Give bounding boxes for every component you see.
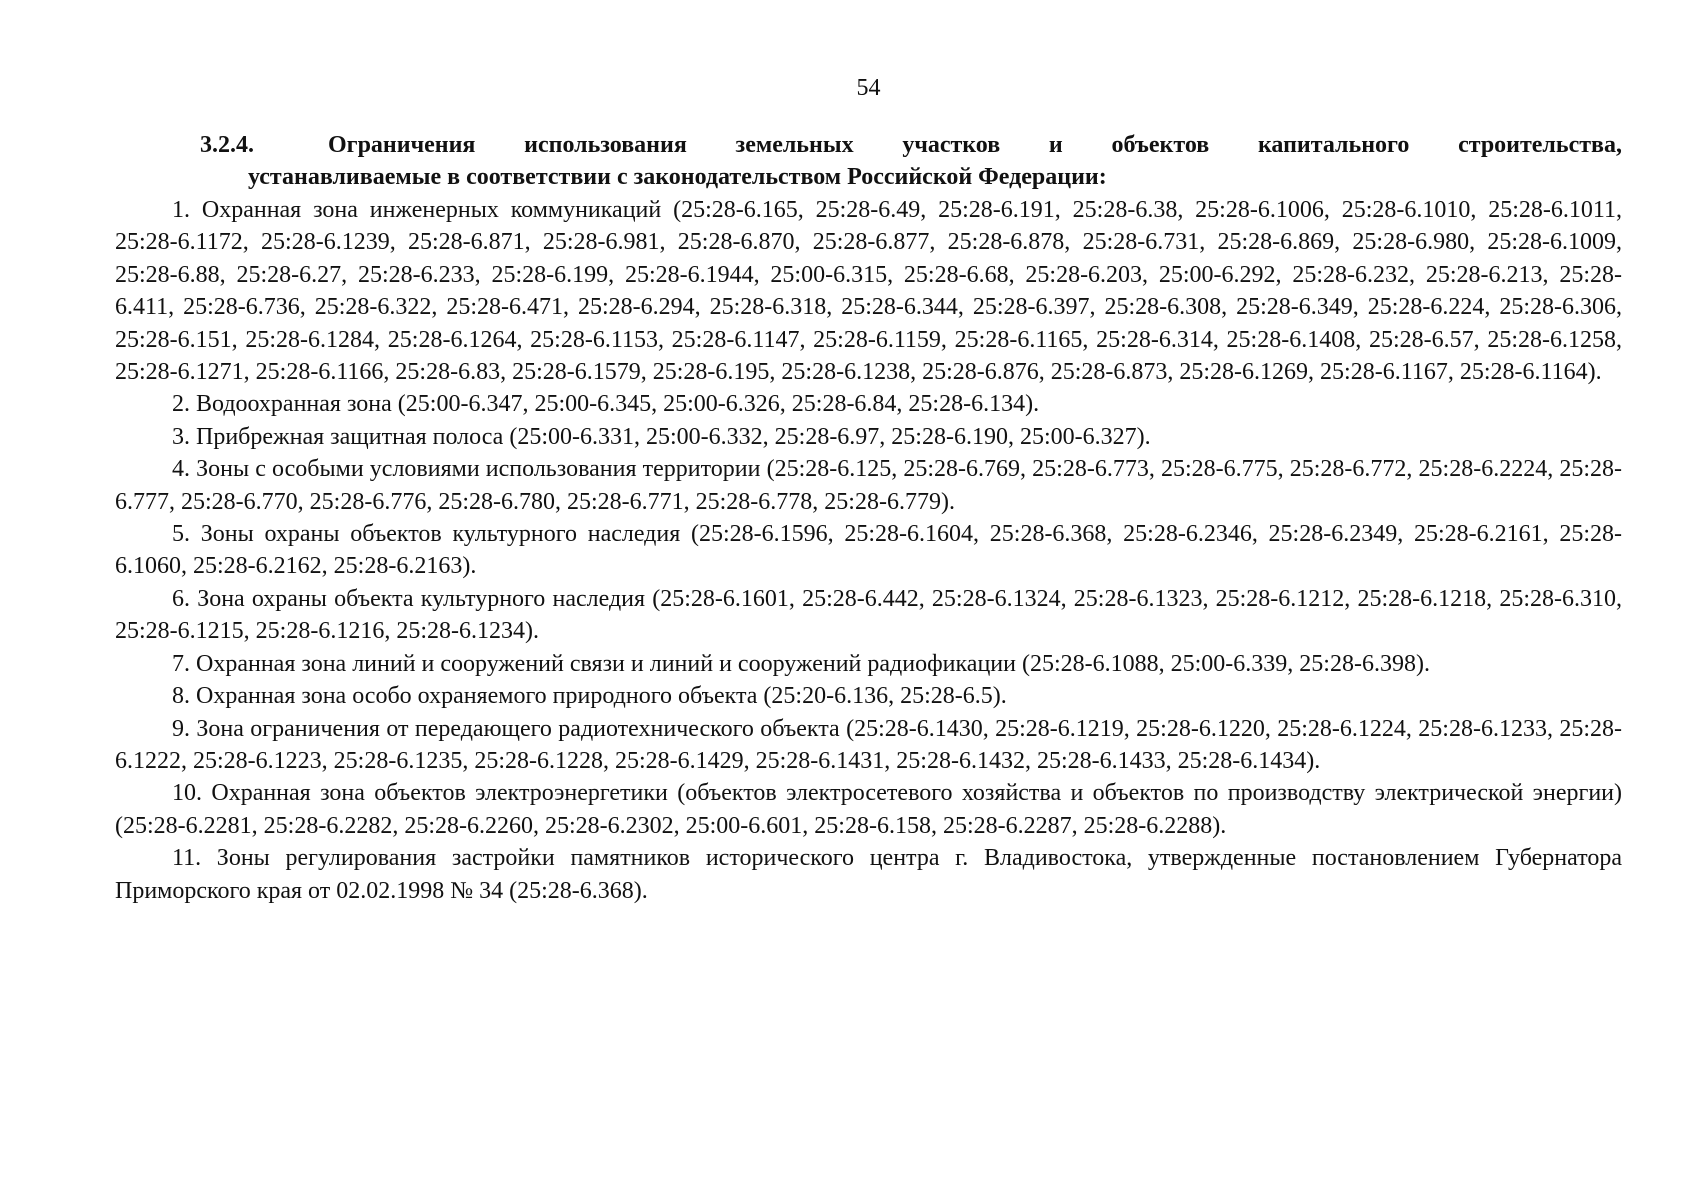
list-item: 6. Зона охраны объекта культурного наследия (25:28-6.1601, 25:28-6.442, 25:28-6.1324, 25:28-6.1323, 25:28-6.1212, 25:28-6.1218, 25:28-6.310, 25:28-6.1215, 25:28-6.1216, 25:28-6.1234). — [115, 585, 1622, 645]
list-item: 2. Водоохранная зона (25:00-6.347, 25:00-6.345, 25:00-6.326, 25:28-6.84, 25:28-6.134). — [172, 391, 1040, 418]
section-heading — [200, 129, 1622, 193]
list-item: 11. Зоны регулирования застройки памятников исторического центра г. Владивостока, утвержденные постановлением Губернатора Приморского края от 02.02.1998 № 34 (25:28-6.368). — [115, 845, 1622, 904]
section-number: 3.2.4. — [200, 132, 254, 158]
list-item: 9. Зона ограничения от передающего радиотехнического объекта (25:28-6.1430, 25:28-6.1219, 25:28-6.1220, 25:28-6.1224, 25:28-6.1233, 25:28-6.1222, 25:28-6.1223, 25:28-6.1235, 25:28-6.1228, 25:28-6.1429, 25:28-6.1431, 25:28-6.1432, 25:28-6.1433, 25:28-6.1434). — [115, 715, 1622, 774]
restrictions-list — [115, 194, 1622, 907]
list-item: 5. Зоны охраны объектов культурного наследия (25:28-6.1596, 25:28-6.1604, 25:28-6.368, 25:28-6.2346, 25:28-6.2349, 25:28-6.2161, 25:28-6.1060, 25:28-6.2162, 25:28-6.2163). — [115, 521, 1622, 580]
section-title-part1: Ограничения использования земельных участков и объектов капитального строительства, — [328, 132, 1622, 158]
list-item: 1. Охранная зона инженерных коммуникаций (25:28-6.165, 25:28-6.49, 25:28-6.191, 25:28-6.38, 25:28-6.1006, 25:28-6.1010, 25:28-6.1011, 25:28-6.1172, 25:28-6.1239, 25:28-6.871, 25:28-6.981, 25:28-6.870, 25:28-6.877, 25:28-6.878, 25:28-6.731, 25:28-6.869, 25:28-6.980, 25:28-6.1009, 25:28-6.88, 25:28-6.27, 25:28-6.233, 25:28-6.199, 25:28-6.1944, 25:00-6.315, 25:28-6.68, 25:28-6.203, 25:00-6.292, 25:28-6.232, 25:28-6.213, 25:28-6.411, 25:28-6.736, 25:28-6.322, 25:28-6.471, 25:28-6.294, 25:28-6.318, 25:28-6.344, 25:28-6.397, 25:28-6.308, 25:28-6.349, 25:28-6.224, 25:28-6.306, 25:28-6.151, 25:28-6.1284, 25:28-6.1264, 25:28-6.1153, 25:28-6.1147, 25:28-6.1159, 25:28-6.1165, 25:28-6.314, 25:28-6.1408, 25:28-6.57, 25:28-6.1258, 25:28-6.1271, 25:28-6.1166, 25:28-6.83, 25:28-6.1579, 25:28-6.195, 25:28-6.1238, 25:28-6.876, 25:28-6.873, 25:28-6.1269, 25:28-6.1167, 25:28-6.1164). — [115, 197, 1622, 386]
section-title-part2: устанавливаемые в соответствии с законодательством Российской Федерации: — [248, 164, 1107, 190]
list-item: 7. Охранная зона линий и сооружений связи и линий и сооружений радиофикации (25:28-6.1088, 25:00-6.339, 25:28-6.398). — [172, 650, 1430, 677]
page-number: 54 — [856, 75, 881, 101]
list-item: 10. Охранная зона объектов электроэнергетики (объектов электросетевого хозяйства и объектов по производству электрической энергии) (25:28-6.2281, 25:28-6.2282, 25:28-6.2260, 25:28-6.2302, 25:00-6.601, 25:28-6.158, 25:28-6.2287, 25:28-6.2288). — [115, 780, 1622, 839]
list-item: 4. Зоны с особыми условиями использования территории (25:28-6.125, 25:28-6.769, 25:28-6.773, 25:28-6.775, 25:28-6.772, 25:28-6.2224, 25:28-6.777, 25:28-6.770, 25:28-6.776, 25:28-6.780, 25:28-6.771, 25:28-6.778, 25:28-6.779). — [115, 456, 1622, 515]
section-heading-line1 — [200, 129, 1622, 161]
list-item: 3. Прибрежная защитная полоса (25:00-6.331, 25:00-6.332, 25:28-6.97, 25:28-6.190, 25:00-6.327). — [172, 423, 1151, 450]
list-item: 8. Охранная зона особо охраняемого природного объекта (25:20-6.136, 25:28-6.5). — [172, 683, 1007, 710]
